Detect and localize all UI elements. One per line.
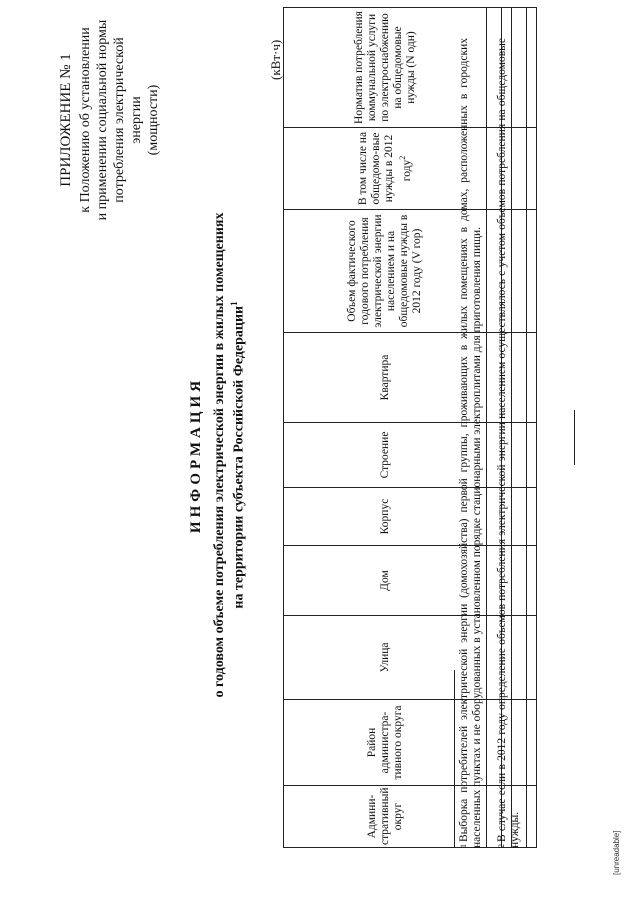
footnote-mark: 2	[497, 844, 506, 848]
appendix-line: (мощности)	[146, 84, 161, 156]
table-cell	[527, 546, 537, 616]
footnote-separator	[454, 670, 455, 848]
table-cell	[527, 423, 537, 488]
table-cell	[527, 616, 537, 700]
appendix-block	[58, 15, 162, 225]
end-rule	[574, 410, 575, 465]
header-cell: Дом	[284, 546, 487, 616]
header-cell: Норматив потребления коммунальной услуги по электроснабжению на общедомовые нужды (N одн)	[284, 8, 487, 128]
table-cell	[527, 700, 537, 786]
appendix-line: и применении социальной нормы	[95, 19, 110, 221]
header-text: В том числе на общедомо-вые нужды в 2012 году	[356, 131, 413, 206]
footnote-ref: 1	[229, 301, 239, 306]
document-subtitle-line2	[229, 65, 248, 845]
appendix-line: потребления электрической энергии	[112, 37, 144, 203]
header-cell	[284, 128, 487, 210]
table-cell	[527, 128, 537, 210]
footnote-text: Выборка потребителей электрической энергии (домохозяйства) первой группы, проживающих в жилых помещениях в домах, расположенных в городских населенных пунктах и не оборудованных в установленном порядке стационарными электроплитами для приготовления пищи.	[458, 38, 483, 848]
appendix-title: ПРИЛОЖЕНИЕ № 1	[58, 53, 74, 187]
subtitle-text: на территории субъекта Российской Федерации	[231, 305, 247, 609]
table-row	[527, 8, 537, 848]
document-title: ИНФОРМАЦИЯ	[188, 376, 204, 534]
table-cell	[527, 8, 537, 128]
table-header-row	[284, 8, 487, 848]
appendix-line: к Положению об установлении	[78, 27, 93, 213]
document-subtitle-line1: о годовом объеме потребления электрической энергии в жилых помещениях	[212, 212, 227, 698]
header-cell: Объем фактического годового потребления электрической энергии населением и на общедомовые нужды в 2012 году (V гор)	[284, 210, 487, 333]
header-cell: Улица	[284, 616, 487, 700]
document-reference: [unreadable]	[612, 830, 621, 875]
unit-label: (кВт·ч)	[268, 39, 283, 80]
header-cell: Корпус	[284, 488, 487, 546]
table-cell	[527, 210, 537, 333]
footnote-ref: 2	[397, 155, 407, 160]
header-cell: Квартира	[284, 333, 487, 423]
table-cell	[527, 333, 537, 423]
footnote-text: В случае если в 2012 году определение объемов потребления электрической энергии населением осуществлялось с учетом объемов потребления на общедомовые нужды.	[496, 38, 521, 848]
table-cell	[527, 786, 537, 848]
footnote-2	[496, 38, 521, 848]
table-cell	[527, 488, 537, 546]
header-cell: Строение	[284, 423, 487, 488]
header-cell: Район администра-тивного округа	[284, 700, 487, 786]
footnote-1	[458, 38, 483, 848]
header-cell: Админи-стративный округ	[284, 786, 487, 848]
footnote-mark: 1	[459, 844, 468, 848]
